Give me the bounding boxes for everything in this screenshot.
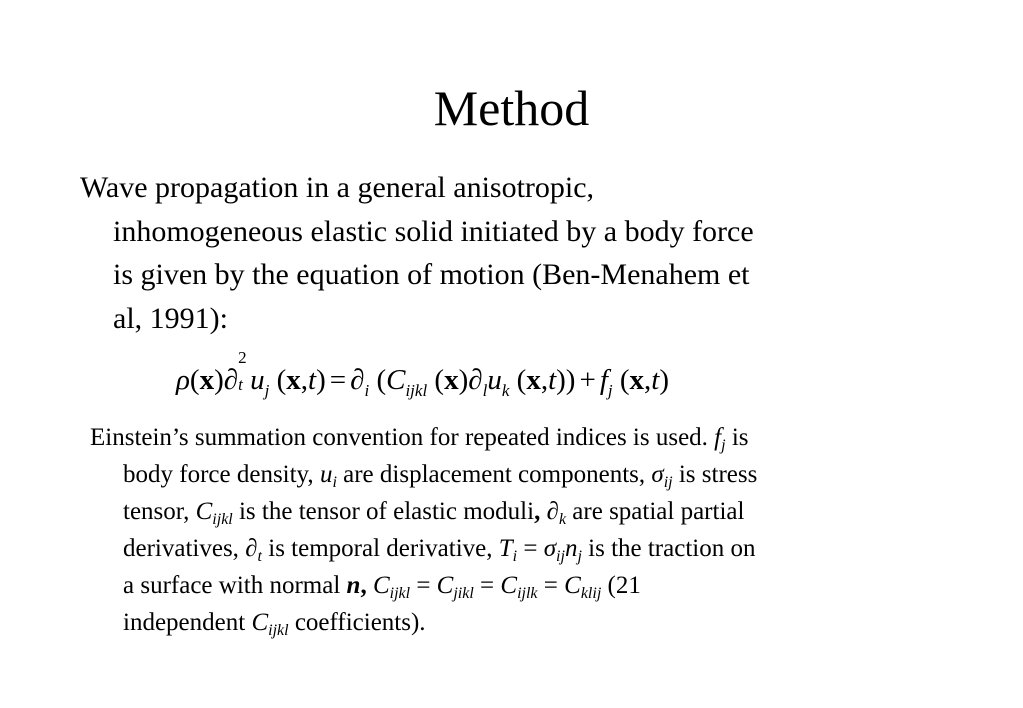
subscript: i	[512, 548, 518, 565]
eq-comma: ,	[644, 364, 652, 396]
eq-partial: ∂	[350, 364, 365, 396]
desc-text: is stress	[678, 461, 758, 488]
subscript: jikl	[453, 585, 474, 602]
description-paragraph	[90, 419, 935, 641]
eq-paren: )	[316, 364, 326, 396]
intro-line-3: is given by the equation of motion (Ben-Menahem et	[113, 258, 750, 291]
symbol-C: C	[500, 572, 518, 599]
desc-line-4	[90, 530, 935, 567]
equation-of-motion	[176, 348, 670, 402]
eq-u: u	[250, 364, 265, 396]
eq-paren: (	[516, 364, 527, 396]
eq-f: f	[599, 364, 608, 396]
subscript: klij	[580, 585, 602, 602]
subscript: ij	[556, 548, 565, 565]
desc-comma: ,	[360, 572, 367, 599]
subscript: j	[577, 548, 582, 565]
intro-line-1: Wave propagation in a general anisotropic,	[80, 171, 595, 204]
desc-comma: ,	[534, 498, 541, 525]
subscript: k	[558, 511, 567, 528]
eq-x: x	[629, 364, 645, 396]
subscript: ijlk	[517, 585, 538, 602]
equals-sign: =	[543, 572, 558, 599]
desc-text: independent	[123, 609, 246, 636]
eq-rho: ρ	[176, 364, 190, 396]
intro-line-2: inhomogeneous elastic solid initiated by a body force	[113, 214, 754, 248]
desc-text: is temporal derivative,	[268, 535, 493, 562]
eq-paren: (	[376, 364, 387, 396]
symbol-C: C	[195, 498, 213, 525]
eq-exponent: 2	[238, 348, 247, 367]
eq-paren: )	[458, 364, 469, 396]
subscript: i	[332, 474, 337, 491]
subscript: ijkl	[268, 622, 289, 639]
eq-supsub	[238, 348, 250, 394]
eq-paren: (	[189, 364, 200, 396]
desc-line-5	[90, 567, 935, 604]
symbol-T: T	[498, 535, 513, 562]
desc-text: derivatives,	[123, 535, 239, 562]
subscript: ij	[663, 474, 673, 491]
symbol-sigma: σ	[651, 461, 664, 488]
eq-paren: )	[214, 364, 224, 396]
desc-text: is	[731, 424, 749, 451]
eq-paren: )	[565, 364, 576, 396]
intro-paragraph	[80, 166, 910, 340]
equals-sign: =	[480, 572, 495, 599]
eq-equals: =	[329, 364, 347, 396]
eq-x: x	[444, 364, 459, 396]
eq-t: t	[308, 364, 317, 396]
desc-text: is the tensor of elastic moduli	[238, 498, 535, 525]
desc-text: body force density,	[123, 461, 314, 488]
eq-paren: (	[276, 364, 287, 396]
eq-x: x	[286, 364, 301, 396]
symbol-partial: ∂	[546, 498, 559, 525]
eq-t: t	[651, 364, 660, 396]
subscript: ijkl	[389, 585, 411, 602]
symbol-sigma: σ	[543, 535, 557, 562]
desc-line-1	[90, 419, 935, 456]
eq-t: t	[548, 364, 557, 396]
symbol-C: C	[436, 572, 454, 599]
eq-x: x	[526, 364, 541, 396]
eq-partial: ∂	[223, 364, 239, 396]
desc-text: a surface with normal	[123, 572, 341, 599]
desc-text: are spatial partial	[572, 498, 745, 525]
eq-comma: ,	[540, 364, 549, 396]
symbol-u: u	[319, 461, 333, 488]
desc-line-2	[90, 456, 935, 493]
eq-subscript: t	[238, 375, 243, 394]
eq-partial: ∂	[468, 364, 483, 396]
eq-subscript: i	[364, 381, 370, 400]
desc-text: coefficients).	[294, 609, 426, 636]
subscript: t	[257, 548, 262, 565]
eq-comma: ,	[300, 364, 309, 396]
eq-u: u	[487, 364, 502, 396]
desc-text: tensor,	[123, 498, 190, 525]
desc-text: (21	[607, 572, 641, 599]
eq-subscript: j	[607, 381, 613, 400]
subscript: ijkl	[212, 511, 233, 528]
desc-line-6	[90, 604, 935, 641]
subscript: j	[721, 437, 726, 454]
eq-subscript: j	[264, 381, 270, 400]
eq-subscript: ijkl	[405, 381, 428, 400]
slide-title: Method	[433, 80, 590, 136]
eq-paren: (	[434, 364, 445, 396]
intro-line-4: al, 1991):	[113, 301, 228, 335]
eq-paren: (	[619, 364, 630, 396]
symbol-C: C	[564, 572, 581, 599]
equals-sign: =	[416, 572, 431, 599]
eq-paren: )	[659, 364, 670, 396]
symbol-C: C	[372, 572, 390, 599]
eq-paren: )	[556, 364, 566, 396]
desc-text: are displacement components,	[343, 461, 646, 488]
eq-subscript: l	[482, 381, 488, 400]
equals-sign: =	[523, 535, 538, 562]
symbol-n: n	[564, 535, 578, 562]
eq-subscript: k	[501, 381, 510, 400]
symbol-C: C	[251, 609, 269, 636]
symbol-partial: ∂	[245, 535, 258, 562]
desc-text: Einstein’s summation convention for repeated indices is used.	[90, 424, 708, 451]
symbol-normal-n: n	[346, 572, 361, 599]
symbol-f: f	[714, 424, 722, 451]
desc-line-3	[90, 493, 935, 530]
eq-C: C	[386, 364, 406, 396]
desc-text: is the traction on	[588, 535, 756, 562]
eq-x: x	[199, 364, 215, 396]
eq-plus: +	[579, 364, 596, 396]
